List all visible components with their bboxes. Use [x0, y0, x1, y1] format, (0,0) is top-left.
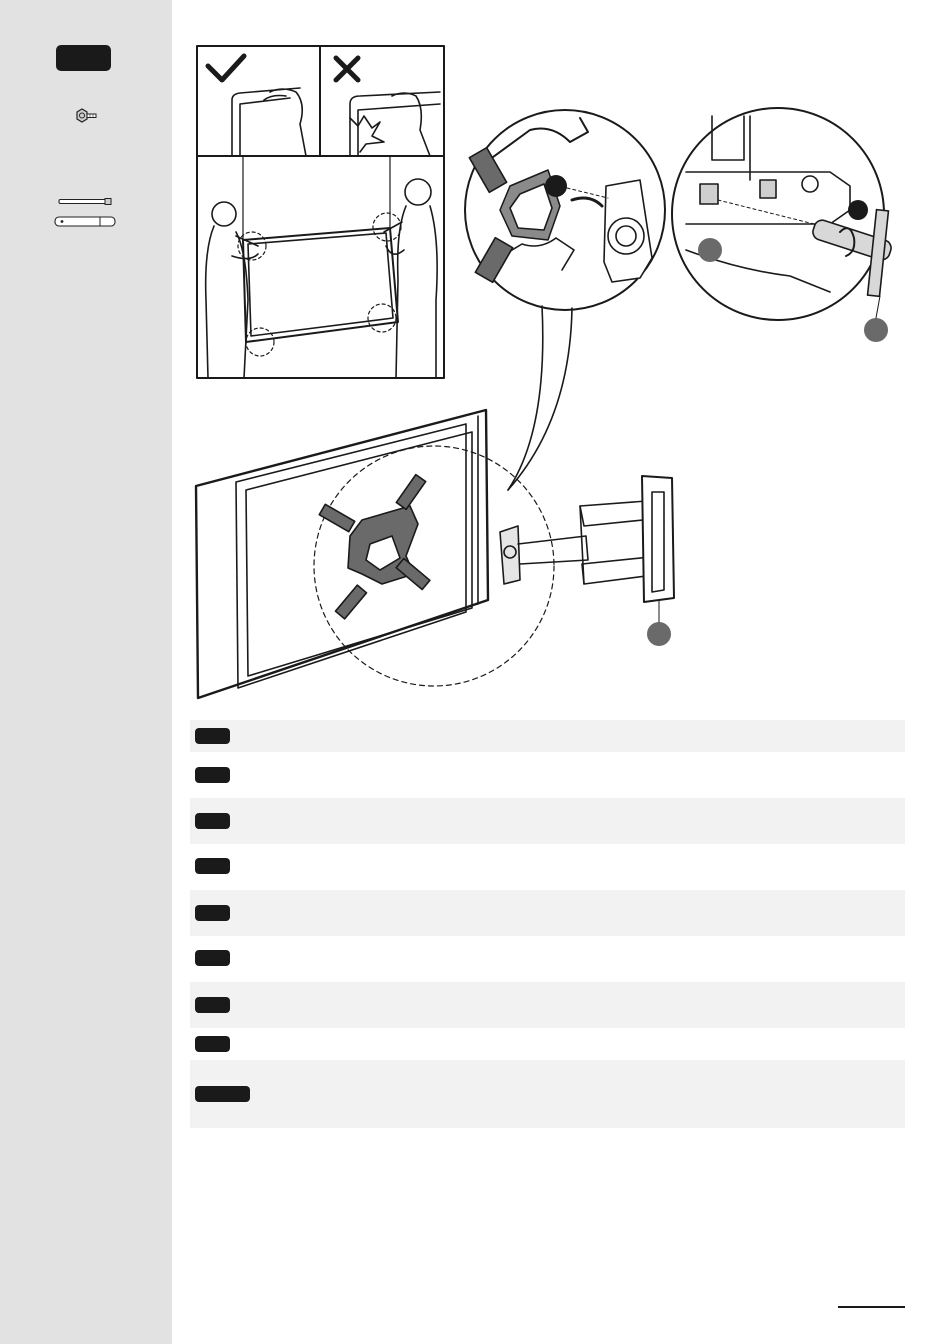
instruction-row: [190, 1028, 905, 1060]
step-badge: [56, 45, 111, 71]
instruction-row: [190, 752, 905, 798]
sidebar: [0, 0, 172, 1344]
checkmark-icon: [208, 56, 244, 80]
rod-icon: [58, 197, 114, 207]
language-badge: [195, 905, 230, 921]
instruction-row: [190, 798, 905, 844]
language-badge: [195, 728, 230, 744]
language-badge: [195, 858, 230, 874]
language-badge: [195, 997, 230, 1013]
cross-icon: [336, 58, 358, 80]
instruction-row: [190, 720, 905, 752]
page-number-rule: [838, 1306, 905, 1308]
language-badge: [195, 1036, 230, 1052]
instruction-row: [190, 890, 905, 936]
wrench-icon: [54, 214, 118, 230]
language-badge: [195, 950, 230, 966]
bolt-nut-icon: [74, 106, 100, 128]
language-badge: [195, 767, 230, 783]
instruction-row: [190, 844, 905, 890]
instruction-row: [190, 1060, 905, 1128]
language-badge: [195, 1086, 250, 1102]
instruction-row: [190, 936, 905, 982]
instruction-row: [190, 982, 905, 1028]
language-badge: [195, 813, 230, 829]
instruction-list: [190, 720, 905, 1128]
mounting-illustration: [172, 0, 950, 715]
